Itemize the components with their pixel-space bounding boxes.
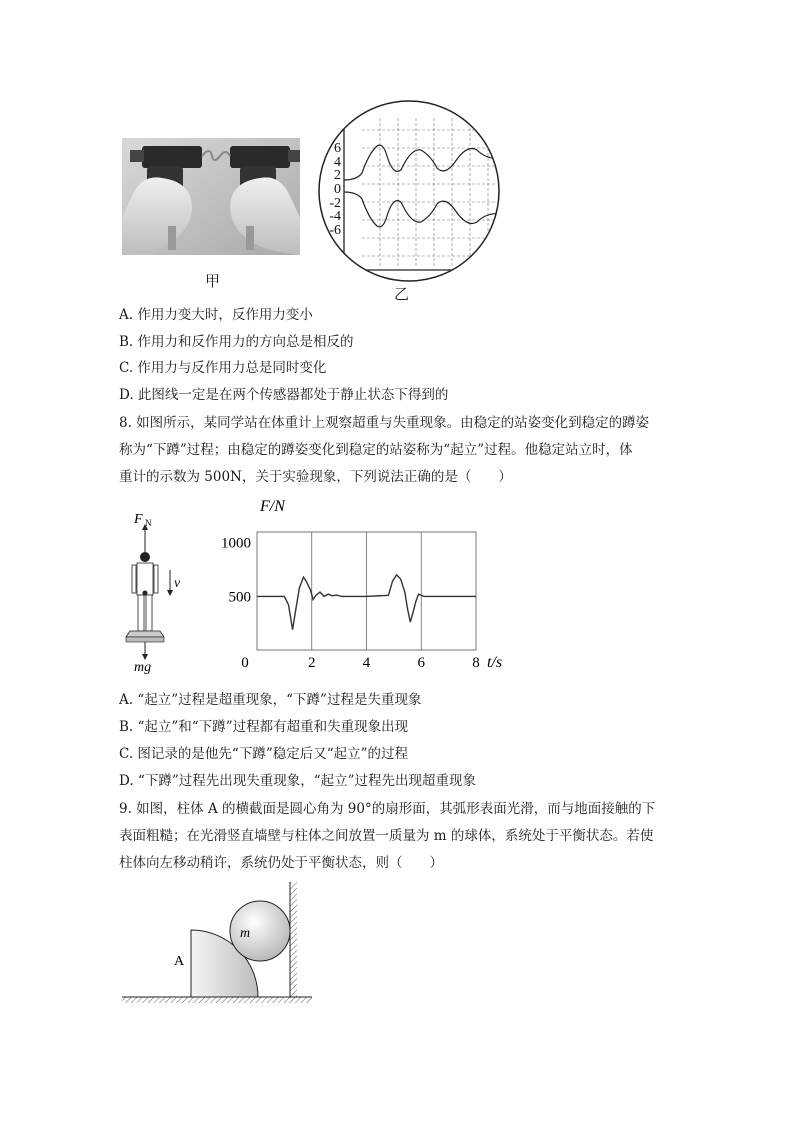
force-time-chart [210,495,510,675]
x-axis-label: t/s [487,654,503,671]
x-tick-label: 2 [308,655,316,671]
q9-stem-line-1: 9. 如图，柱体 A 的横截面是圆心角为 90°的扇形面，其弧形表面光滑，而与地面接触的下 [119,801,656,817]
q8-option-a: A. “起立”过程是超重现象，“下蹲”过程是失重现象 [119,692,422,708]
cylinder-ball-wall-figure [118,880,318,1010]
q7-option-a: A. 作用力变大时，反作用力变小 [119,307,313,323]
scope-tick: 2 [334,168,341,183]
q8-option-d: D. “下蹲”过程先出现失重现象，“起立”过程先出现超重现象 [119,773,477,789]
x-tick-label: 0 [241,655,249,671]
x-tick-label: 6 [417,655,425,671]
q8-stem-line-2: 称为“下蹲”过程；由稳定的蹲姿变化到稳定的站姿称为“起立”过程。他稳定站立时，体 [119,442,633,458]
q7-option-d: D. 此图线一定是在两个传感器都处于静止状态下得到的 [119,387,449,403]
y-axis-label: F/N [260,498,285,515]
q7-option-b: B. 作用力和反作用力的方向总是相反的 [119,334,354,350]
oscilloscope-graph [317,98,501,284]
figure-label-yi: 乙 [394,285,410,303]
cylinder-label: A [174,954,185,969]
q9-stem-line-3: 柱体向左移动稍许，系统仍处于平衡状态，则（ ） [119,855,443,871]
ball-label: m [240,926,251,941]
q8-option-b: B. “起立”和“下蹲”过程都有超重和失重现象出现 [119,719,409,735]
x-tick-label: 4 [362,655,371,671]
x-tick-label: 8 [472,655,480,671]
sensor-hands-photo [122,138,300,255]
figure-label-jia: 甲 [205,272,221,290]
weight-label: mg [134,660,152,675]
q8-stem-line-3: 重计的示数为 500N，关于实验现象，下列说法正确的是（ ） [119,469,512,485]
figure-jia [122,138,300,255]
q8-stem-line-1: 8. 如图所示，某同学站在体重计上观察超重与失重现象。由稳定的站姿变化到稳定的蹲姿 [119,415,650,431]
force-n-subscript: N [145,518,152,528]
velocity-label: v [174,576,180,591]
scope-tick: -6 [329,223,341,238]
ball-m [230,901,290,961]
y-tick-label: 500 [228,589,251,606]
person-on-scale-figure [118,505,180,675]
scope-tick: 0 [334,182,341,197]
scope-tick: -2 [329,196,341,211]
y-tick-label: 1000 [221,535,251,552]
figure-yi [317,98,501,284]
scope-tick: 4 [334,155,341,170]
q9-stem-line-2: 表面粗糙；在光滑竖直墙壁与柱体之间放置一质量为 m 的球体，系统处于平衡状态。若使 [119,828,654,844]
q8-option-c: C. 图记录的是他先“下蹲”稳定后又“起立”的过程 [119,746,409,762]
q7-option-c: C. 作用力与反作用力总是同时变化 [119,360,327,376]
scope-tick: -4 [329,209,341,224]
scope-tick: 6 [334,141,341,156]
force-n-label: F [134,512,143,527]
